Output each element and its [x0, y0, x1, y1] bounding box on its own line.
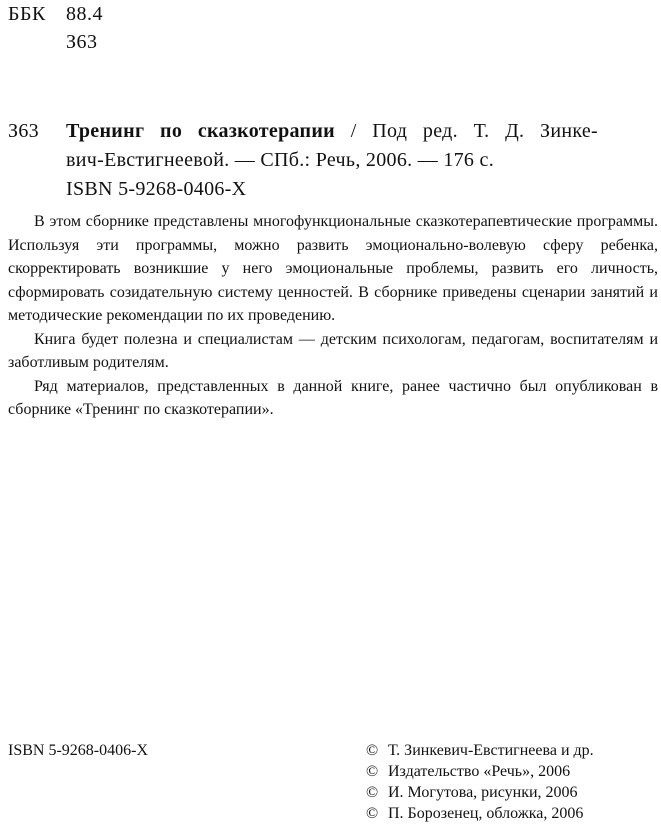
copyright-text: П. Борозенец, обложка, 2006 — [388, 805, 584, 822]
bbk-block — [8, 0, 103, 56]
copyright-icon: © — [366, 805, 379, 822]
footer-isbn: ISBN 5-9268-0406-X — [8, 742, 148, 759]
annotation-paragraph: Книга будет полезна и специалистам — детским психологам, педагогам, воспитателям и заботливым родителям. — [8, 330, 658, 371]
publication-info: вич-Евстигнеевой. — СПб.: Речь, 2006. — 176 с. — [66, 149, 495, 171]
annotation-paragraph: В этом сборнике представлены многофункциональные сказкотерапевтические программы. Используя эти программы, можно развить эмоционально-волевую сферу ребенка, скорректировать возникшие у него эмоциональные проблемы, развить его личность, сформировать созидательную систему ценностей. В сборнике приведены сценарии занятий и методические рекомендации по их проведению. — [8, 213, 658, 324]
author-mark: З63 — [66, 31, 98, 53]
bbk-row — [8, 0, 103, 28]
biblio-isbn: ISBN 5-9268-0406-X — [66, 178, 247, 200]
copyright-line — [366, 740, 594, 761]
editor-statement: / Под ред. Т. Д. Зинке- — [335, 120, 598, 142]
biblio-title-line — [66, 117, 598, 146]
copyright-line — [366, 761, 594, 782]
bbk-label: ББК — [8, 3, 46, 25]
book-title: Тренинг по сказкотерапии — [66, 120, 336, 142]
copyright-icon: © — [366, 763, 379, 780]
bbk-code: 88.4 — [66, 3, 103, 25]
biblio-author-mark: З63 — [8, 120, 39, 142]
biblio-line-1 — [8, 117, 598, 146]
copyright-line — [366, 782, 594, 803]
author-mark-row — [8, 28, 103, 56]
copyright-text: Т. Зинкевич-Евстигнеева и др. — [388, 742, 594, 759]
annotation — [8, 210, 658, 422]
biblio-line-2 — [8, 146, 598, 175]
copyright-icon: © — [366, 784, 379, 801]
annotation-paragraph: Ряд материалов, представленных в данной книге, ранее частично был опубликован в сборнике «Тренинг по сказкотерапии». — [8, 377, 658, 418]
copyright-text: Издательство «Речь», 2006 — [388, 763, 571, 780]
copyright-line — [366, 803, 594, 824]
copyright-text: И. Могутова, рисунки, 2006 — [388, 784, 578, 801]
bibliographic-record — [8, 117, 598, 204]
biblio-line-3 — [8, 175, 598, 204]
copyright-block — [366, 740, 594, 824]
copyright-icon: © — [366, 742, 379, 759]
